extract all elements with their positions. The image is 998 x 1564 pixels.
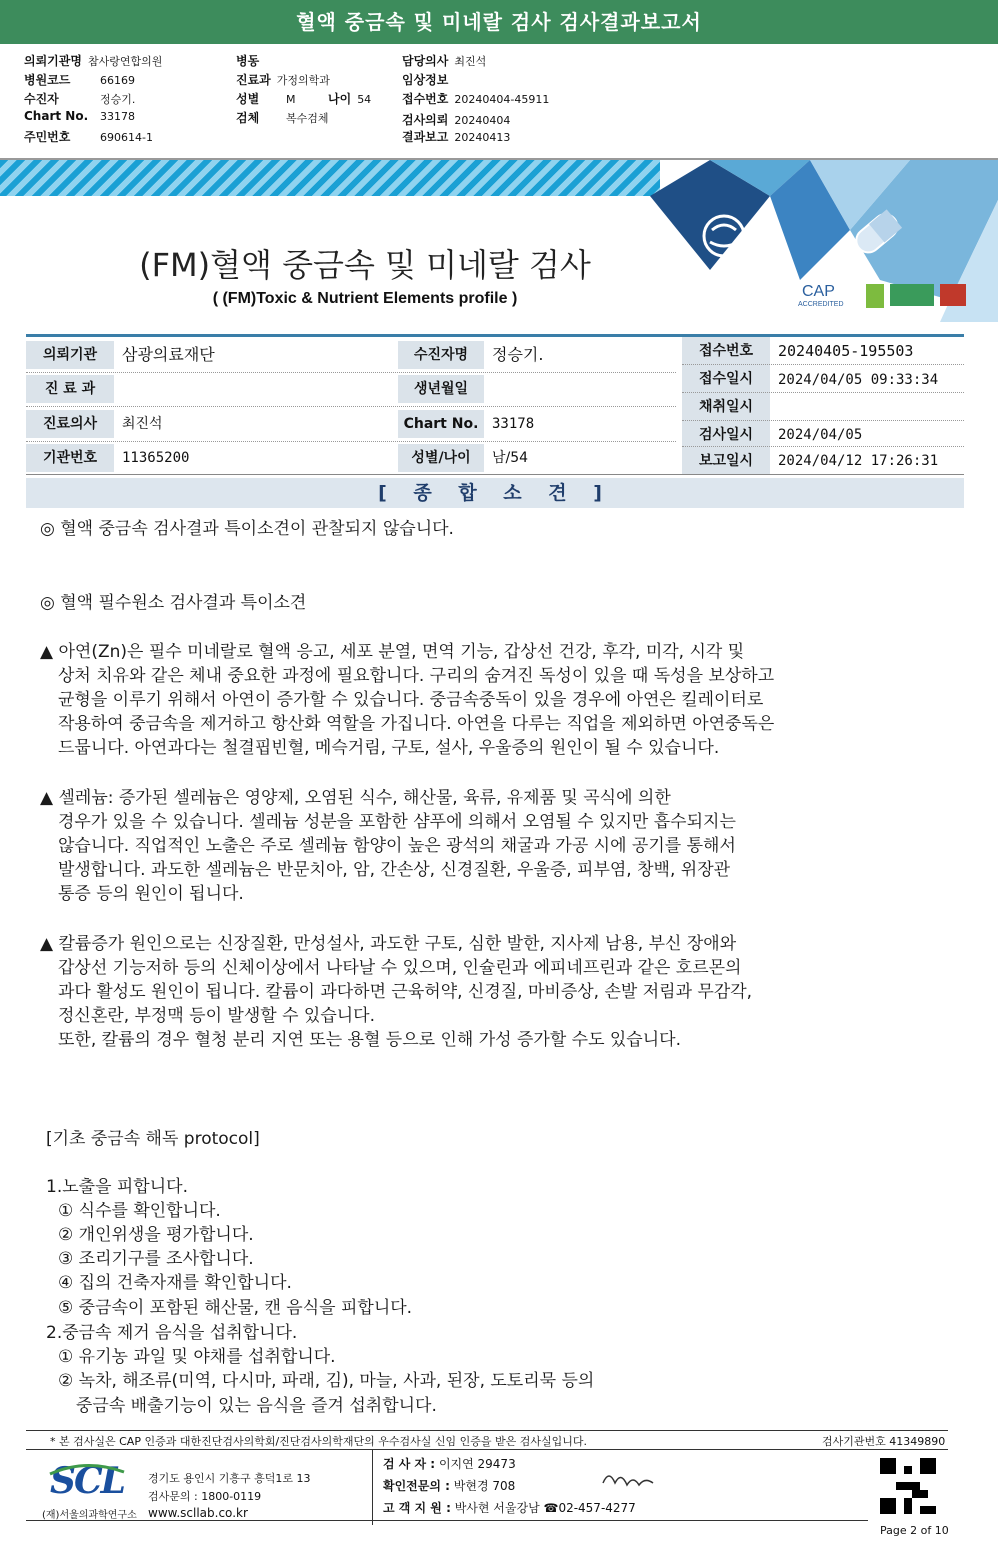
field-requesting-clinic: 의뢰기관명 참사랑연합의원: [24, 54, 163, 68]
protocol-step: ② 녹차, 해조류(미역, 다시마, 파래, 김), 마늘, 사과, 된장, 도토리묵 등의: [58, 1371, 595, 1391]
protocol-step: ① 식수를 확인합니다.: [58, 1201, 221, 1221]
protocol-step: ④ 집의 건축자재를 확인합니다.: [58, 1273, 292, 1293]
finding-line: 상처 치유와 같은 체내 중요한 과정에 필요합니다. 구리의 숨겨진 독성이 있을 때 독성을 보상하고: [58, 666, 775, 686]
finding-line: ▲ 셀레늄: 증가된 셀레늄은 영양제, 오염된 식수, 해산물, 육류, 유제품 및 곡식에 의한: [40, 788, 671, 808]
kolas-logo: [866, 284, 884, 308]
field-hospital-code: 병원코드 66169: [24, 73, 135, 87]
protocol-step: 중금속 배출기능이 있는 음식을 즐겨 섭취합니다.: [76, 1396, 437, 1416]
label-birth-date: 생년월일: [398, 375, 484, 403]
signature: [599, 1467, 659, 1491]
cap-logo: CAP: [802, 283, 835, 300]
field-resident-no: 주민번호 690614-1: [24, 130, 153, 144]
report-title: 혈액 중금속 및 미네랄 검사 검사결과보고서: [0, 0, 998, 44]
page-number: Page 2 of 10: [880, 1524, 949, 1537]
finding-line: 발생합니다. 과도한 셀레늄은 반문치아, 암, 간손상, 신경질환, 우울증, 피부염, 창백, 위장관: [58, 860, 731, 880]
finding-line: 균형을 이루기 위해서 아연이 증가할 수 있습니다. 중금속중독이 있을 경우에 아연은 킬레이터로: [58, 690, 764, 710]
value-test-datetime: 2024/04/05: [778, 427, 863, 443]
label-patient-name: 수진자명: [398, 341, 484, 369]
banner-stripe: [0, 160, 660, 196]
finding-line: 경우가 있을 수 있습니다. 셀레늄 성분을 포함한 샴푸에 의해서 오염될 수 있지만 흡수되지는: [58, 812, 736, 832]
field-department: 진료과 가정의학과: [236, 73, 330, 87]
finding-line: ◎ 혈액 중금속 검사결과 특이소견이 관찰되지 않습니다.: [40, 519, 454, 539]
report-header-info: [0, 44, 998, 160]
inquiry-phone: 검사문의 : 1800-0119: [148, 1490, 262, 1503]
protocol-step: 2.중금속 제거 음식을 섭취합니다.: [46, 1323, 298, 1343]
agency-number: 검사기관번호 41349890: [822, 1435, 946, 1448]
label-sex-age: 성별/나이: [398, 444, 484, 472]
field-receipt-no: 접수번호 20240404-45911: [402, 92, 550, 106]
label-receipt-datetime: 접수일시: [682, 365, 770, 393]
protocol-step: ① 유기농 과일 및 야채를 섭취합니다.: [58, 1347, 336, 1367]
era-logo: [890, 284, 934, 306]
scl-logo: SCL: [50, 1460, 124, 1502]
label-department: 진 료 과: [26, 375, 114, 403]
field-sex: 성별 M: [236, 92, 296, 106]
staff-specialist: 확인전문의 : 박현경 708: [383, 1479, 516, 1493]
value-requesting-org: 삼광의료재단: [122, 345, 215, 364]
scl-logo-swoosh: [46, 1462, 126, 1502]
amab-logo: [940, 284, 966, 306]
value-chart-no: 33178: [492, 416, 535, 432]
protocol-step: ② 개인위생을 평가합니다.: [58, 1225, 254, 1245]
protocol-title: [기초 중금속 해독 protocol]: [46, 1129, 260, 1149]
finding-line: 작용하여 중금속을 제거하고 항산화 역할을 가집니다. 아연을 다루는 직업을 제외하면 아연중독은: [58, 714, 775, 734]
label-test-datetime: 검사일시: [682, 421, 770, 449]
footer-divider: [26, 1430, 948, 1431]
finding-line: 통증 등의 원인이 됩니다.: [58, 884, 244, 904]
value-sex-age: 남/54: [492, 450, 529, 466]
finding-line: ▲ 아연(Zn)은 필수 미네랄로 혈액 응고, 세포 분열, 면역 기능, 갑상선 건강, 후각, 미각, 시각 및: [40, 642, 745, 662]
protocol-step: ③ 조리기구를 조사합니다.: [58, 1249, 254, 1269]
value-receipt-datetime: 2024/04/05 09:33:34: [778, 372, 939, 388]
value-report-datetime: 2024/04/12 17:26:31: [778, 453, 939, 469]
finding-line: 과다 활성도 원인이 됩니다. 칼륨이 과다하면 근육허약, 신경질, 마비증상, 손발 저림과 무감각,: [58, 982, 753, 1002]
finding-line: 정신혼란, 부정맥 등이 발생할 수 있습니다.: [58, 1006, 376, 1026]
qr-code: [880, 1458, 936, 1514]
staff-block: [372, 1449, 872, 1525]
finding-line: 또한, 칼륨의 경우 혈청 분리 지연 또는 용혈 등으로 인해 가성 증가할 수도 있습니다.: [58, 1030, 681, 1050]
label-org-no: 기관번호: [26, 444, 114, 472]
finding-line: ◎ 혈액 필수원소 검사결과 특이소견: [40, 593, 307, 613]
svg-text:ACCREDITED: ACCREDITED: [798, 301, 844, 308]
staff-support: 고 객 지 원 : 박사현 서울강남 ☎02-457-4277: [383, 1501, 636, 1515]
field-clinical-info: 임상정보: [402, 73, 449, 87]
label-physician: 진료의사: [26, 410, 114, 438]
field-chart-no: Chart No. 33178: [24, 109, 135, 123]
field-ward: 병동: [236, 54, 260, 68]
org-address: 경기도 용인시 기흥구 흥덕1로 13: [148, 1472, 311, 1485]
field-doctor: 담당의사 최진석: [402, 54, 487, 68]
org-name: (재)서울의과학연구소: [42, 1510, 137, 1521]
summary-heading: [ 종 합 소 견 ]: [26, 478, 964, 508]
field-specimen: 검체 복수검체: [236, 111, 329, 125]
label-chart-no: Chart No.: [398, 410, 484, 438]
label-requesting-org: 의뢰기관: [26, 341, 114, 369]
test-subtitle: ( (FM)Toxic & Nutrient Elements profile ): [212, 290, 518, 307]
website-link[interactable]: www.scllab.co.kr: [148, 1506, 248, 1520]
footer-divider: [26, 1520, 868, 1521]
finding-line: 갑상선 기능저하 등의 신체이상에서 나타날 수 있으며, 인슐린과 에피네프린과 같은 호르몬의: [58, 958, 742, 978]
test-title: (FM)혈액 중금속 및 미네랄 검사: [139, 246, 591, 284]
certification-note: * 본 검사실은 CAP 인증과 대한진단검사의학회/진단검사의학재단의 우수검사실 신임 인증을 받은 검사실입니다.: [50, 1435, 588, 1448]
staff-tester: 검 사 자 : 이지연 29473: [383, 1457, 516, 1471]
finding-line: 않습니다. 직업적인 노출은 주로 셀레늄 함양이 높은 광석의 채굴과 가공 시에 공기를 통해서: [58, 836, 736, 856]
value-department: [114, 375, 394, 403]
value-collection-datetime: [770, 393, 964, 421]
value-org-no: 11365200: [122, 450, 190, 466]
field-test-request: 검사의뢰 20240404: [402, 113, 511, 127]
field-patient: 수진자 정승기.: [24, 92, 136, 106]
value-birth-date: [484, 375, 674, 403]
label-receipt-no: 접수번호: [682, 337, 770, 365]
value-physician: 최진석: [122, 416, 163, 432]
field-result-report: 결과보고 20240413: [402, 130, 511, 144]
value-patient-name: 정승기.: [492, 345, 544, 364]
label-report-datetime: 보고일시: [682, 447, 770, 475]
protocol-step: ⑤ 중금속이 포함된 해산물, 캔 음식을 피합니다.: [58, 1298, 413, 1318]
value-receipt-no: 20240405-195503: [778, 342, 914, 360]
protocol-step: 1.노출을 피합니다.: [46, 1177, 188, 1197]
field-age: 나이 54: [328, 92, 372, 106]
label-collection-datetime: 채취일시: [682, 393, 770, 421]
finding-line: 드뭅니다. 아연과다는 철결핍빈혈, 메슥거림, 구토, 설사, 우울증의 원인이 될 수 있습니다.: [58, 738, 720, 758]
finding-line: ▲ 칼륨증가 원인으로는 신장질환, 만성설사, 과도한 구토, 심한 발한, 지사제 남용, 부신 장애와: [40, 934, 737, 954]
